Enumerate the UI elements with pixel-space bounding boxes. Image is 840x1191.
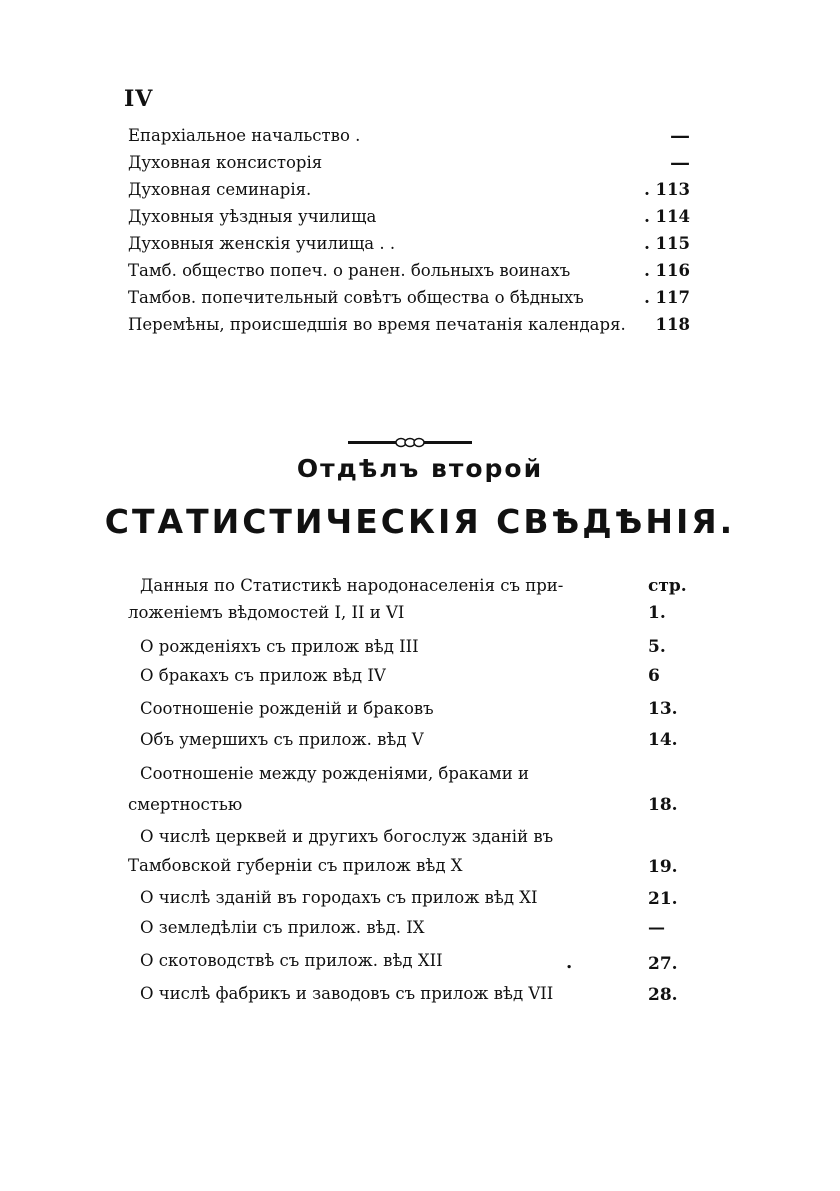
section-subtitle: СТАТИСТИЧЕСКІЯ СВѢДѢНІЯ. [104,502,736,541]
toc-entry-page: 14. [648,730,678,750]
toc-entry-page: 21. [648,889,678,909]
toc-entry-page: 28. [648,985,678,1005]
toc-entry-line: Объ умершихъ съ прилож. вѣд V [140,730,424,749]
toc-entry-title: Духовныя уѣздныя училища [128,207,377,226]
contents-list-part1 [128,122,690,338]
toc-entry-page: 13. [648,699,678,719]
toc-entry-page: 118 [655,315,690,334]
toc-entry-page: 6 [648,666,660,686]
toc-entry-title: Духовная семинарія. [128,180,312,199]
toc-entry-page: . 117 [644,288,690,307]
section-title: Отдѣлъ второй [296,454,544,483]
toc-entry-page: 1. [648,603,666,623]
toc-entry-line: О скотоводствѣ съ прилож. вѣд XII [140,951,443,970]
toc-entry-line: Данныя по Статистикѣ народонаселенія съ при- [140,576,564,595]
toc-entry [128,311,690,338]
toc-entry-title: Духовныя женскія училища . . [128,234,396,253]
page-column-label: стр. [648,576,687,596]
toc-entry-page: 18. [648,795,678,815]
toc-entry-title: Тамб. общество попеч. о ранен. больныхъ воинахъ [128,261,571,280]
toc-entry-line: О числѣ церквей и другихъ богослуж зданій въ [140,827,554,846]
toc-entry [128,230,690,257]
toc-entry-title: Духовная консисторія [128,153,323,172]
toc-entry-line: О земледѣліи съ прилож. вѣд. IX [140,918,425,937]
toc-entry-page: . 116 [644,261,690,280]
toc-entry-line: Соотношеніе между рожденіями, браками и [140,764,529,783]
toc-entry [128,122,690,149]
toc-entry-line: О числѣ фабрикъ и заводовъ съ прилож вѣд VII [140,984,554,1003]
toc-entry-title: Епархіальное начальство . [128,126,361,145]
toc-entry-page: — [648,918,665,938]
toc-entry-page: — [670,150,690,174]
toc-entry [128,203,690,230]
toc-entry-line: О бракахъ съ прилож вѣд IV [140,666,386,685]
toc-entry-line: смертностью [128,795,243,814]
toc-entry-line: ложеніемъ вѣдомостей I, II и VI [128,603,405,622]
toc-entry-title: Тамбов. попечительный совѣтъ общества о бѣдныхъ [128,288,584,307]
toc-entry-line: О рожденіяхъ съ прилож вѣд III [140,637,419,656]
toc-entry [128,257,690,284]
toc-entry [128,149,690,176]
toc-entry-page: 5. [648,637,666,657]
toc-entry-line: О числѣ зданій въ городахъ съ прилож вѣд XI [140,888,538,907]
toc-entry [128,284,690,311]
toc-entry-line: Соотношеніе рожденій и браковъ [140,699,434,718]
toc-entry-line: Тамбовской губерніи съ прилож вѣд X [128,856,463,875]
toc-entry-page: 27. [648,954,678,974]
toc-entry-page: — [670,123,690,147]
toc-entry [128,176,690,203]
toc-entry-page: . 114 [644,207,690,226]
leader-dot: . [566,952,573,973]
toc-entry-page: 19. [648,857,678,877]
page-number: IV [124,86,154,112]
section-ornament [348,432,472,452]
toc-entry-title: Перемѣны, происшедшія во время печатанія календаря. [128,315,626,334]
toc-entry-page: . 113 [644,180,690,199]
toc-entry-page: . 115 [644,234,690,253]
